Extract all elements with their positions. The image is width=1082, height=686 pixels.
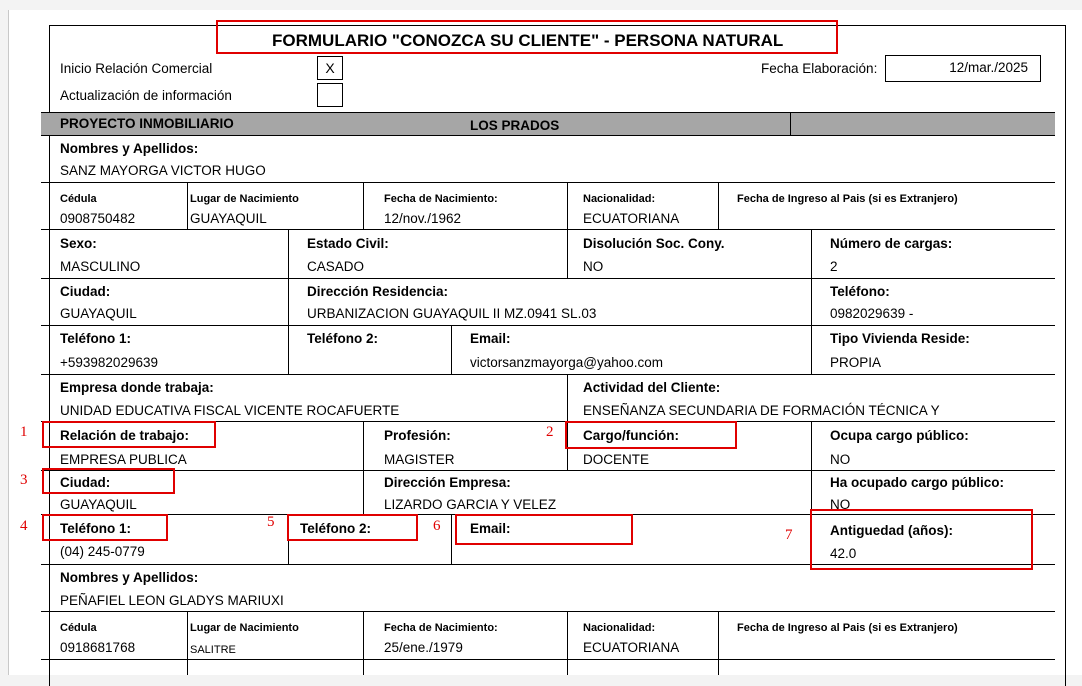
p2-fnac-value: 25/ene./1979	[384, 640, 463, 655]
p1-disol-value: NO	[583, 259, 604, 274]
p1-sexo-value: MASCULINO	[60, 259, 141, 274]
annotation-box-title	[216, 20, 838, 54]
p2-nac-label: Nacionalidad:	[583, 622, 656, 634]
fecha-elaboracion-field[interactable]	[885, 55, 1041, 82]
annotation-box-telefono1	[42, 514, 168, 541]
p1-hapublico-label: Ha ocupado cargo público:	[830, 475, 1005, 490]
p1-diremp-value: LIZARDO GARCIA Y VELEZ	[384, 497, 557, 512]
p1-actividad-label: Actividad del Cliente:	[583, 380, 721, 395]
p1-disol-label: Disolución Soc. Cony.	[583, 236, 725, 251]
p1-fnac-value: 12/nov./1962	[384, 211, 462, 226]
p1-tel-value: 0982029639 -	[830, 306, 914, 321]
p1-ciudad2-label: Ciudad:	[60, 475, 111, 490]
annotation-box-email	[455, 514, 633, 545]
p1-actividad-value: ENSEÑANZA SECUNDARIA DE FORMACIÓN TÉCNICA Y	[583, 403, 940, 418]
p1-publico-value: NO	[830, 452, 851, 467]
p1-email-value: victorsanzmayorga@yahoo.com	[470, 355, 664, 370]
p1-relacion-label: Relación de trabajo:	[60, 428, 190, 443]
p1-diremp-label: Dirección Empresa:	[384, 475, 511, 490]
p1-civil-label: Estado Civil:	[307, 236, 389, 251]
annotation-number-6: 6	[433, 518, 441, 534]
p1-cedula-value: 0908750482	[60, 211, 136, 226]
p1-publico-label: Ocupa cargo público:	[830, 428, 969, 443]
p1-tel1-label: Teléfono 1:	[60, 331, 132, 346]
annotation-box-ciudad	[42, 468, 175, 494]
inicio-label: Inicio Relación Comercial	[60, 61, 213, 76]
p2-lugar-value: SALITRE	[190, 644, 236, 656]
proyecto-value: LOS PRADOS	[470, 118, 560, 133]
p1-cargo-label: Cargo/función:	[583, 428, 679, 443]
inicio-checkbox[interactable]	[317, 56, 343, 80]
p1-tel2-label: Teléfono 2:	[307, 331, 379, 346]
fecha-elaboracion-label: Fecha Elaboración:	[761, 61, 878, 76]
p2-cedula-label: Cédula	[60, 622, 97, 634]
p2-cedula-value: 0918681768	[60, 640, 136, 655]
inicio-check-mark: X	[325, 60, 335, 76]
p2-lugar-label: Lugar de Nacimiento	[190, 622, 299, 634]
p1-tel1-value: +593982029639	[60, 355, 158, 370]
p1-antig-label: Antiguedad (años):	[830, 523, 953, 538]
p1-cargas-label: Número de cargas:	[830, 236, 953, 251]
p1-tel2b-label: Teléfono 2:	[300, 521, 372, 536]
p1-tel1b-label: Teléfono 1:	[60, 521, 132, 536]
p1-ciudad-value: GUAYAQUIL	[60, 306, 137, 321]
p1-profesion-label: Profesión:	[384, 428, 451, 443]
p1-empresa-label: Empresa donde trabaja:	[60, 380, 214, 395]
proyecto-label: PROYECTO INMOBILIARIO	[60, 116, 234, 131]
p1-nac-value: ECUATORIANA	[583, 211, 680, 226]
p1-lugar-label: Lugar de Nacimiento	[190, 193, 299, 205]
annotation-number-4: 4	[20, 518, 28, 534]
annotation-box-relacion	[42, 421, 216, 448]
actualizacion-checkbox[interactable]	[317, 83, 343, 107]
p1-fingreso-label: Fecha de Ingreso al Pais (si es Extranjero)	[737, 193, 958, 205]
p1-profesion-value: MAGISTER	[384, 452, 455, 467]
p2-fnac-label: Fecha de Nacimiento:	[384, 622, 498, 634]
p1-vivienda-label: Tipo Vivienda Reside:	[830, 331, 970, 346]
annotation-number-7: 7	[785, 527, 793, 543]
annotation-number-2: 2	[546, 424, 554, 440]
fecha-elaboracion-value: 12/mar./2025	[949, 60, 1028, 75]
p1-nac-label: Nacionalidad:	[583, 193, 656, 205]
p1-ciudad2-value: GUAYAQUIL	[60, 497, 137, 512]
annotation-box-antiguedad	[810, 509, 1033, 570]
p1-antig-value: 42.0	[830, 546, 857, 561]
p1-relacion-value: EMPRESA PUBLICA	[60, 452, 187, 467]
annotation-number-1: 1	[20, 424, 28, 440]
annotation-number-5: 5	[267, 514, 275, 530]
annotation-number-3: 3	[20, 472, 28, 488]
annotation-box-telefono2	[287, 514, 418, 541]
annotation-box-cargo	[565, 421, 737, 449]
p1-dir-value: URBANIZACION GUAYAQUIL II MZ.0941 SL.03	[307, 306, 597, 321]
p1-dir-label: Dirección Residencia:	[307, 284, 449, 299]
form-title: FORMULARIO "CONOZCA SU CLIENTE" - PERSONA NATURAL	[272, 31, 784, 50]
p1-tel1b-value: (04) 245-0779	[60, 544, 145, 559]
p1-email-label: Email:	[470, 331, 511, 346]
actualizacion-label: Actualización de información	[60, 88, 232, 103]
p1-hapublico-value: NO	[830, 497, 851, 512]
p1-nombres-value: SANZ MAYORGA VICTOR HUGO	[60, 163, 266, 178]
p1-fnac-label: Fecha de Nacimiento:	[384, 193, 498, 205]
p2-fingreso-label: Fecha de Ingreso al Pais (si es Extranjero)	[737, 622, 958, 634]
p2-nac-value: ECUATORIANA	[583, 640, 680, 655]
p1-cedula-label: Cédula	[60, 193, 97, 205]
p1-lugar-value: GUAYAQUIL	[190, 211, 267, 226]
p2-nombres-label: Nombres y Apellidos:	[60, 570, 199, 585]
p1-nombres-label: Nombres y Apellidos:	[60, 141, 199, 156]
p1-ciudad-label: Ciudad:	[60, 284, 111, 299]
p1-civil-value: CASADO	[307, 259, 365, 274]
p1-email2-label: Email:	[470, 521, 511, 536]
p1-tel-label: Teléfono:	[830, 284, 890, 299]
p1-cargo-value: DOCENTE	[583, 452, 650, 467]
p1-sexo-label: Sexo:	[60, 236, 97, 251]
p1-vivienda-value: PROPIA	[830, 355, 882, 370]
p2-nombres-value: PEÑAFIEL LEON GLADYS MARIUXI	[60, 593, 284, 608]
p1-empresa-value: UNIDAD EDUCATIVA FISCAL VICENTE ROCAFUERTE	[60, 403, 400, 418]
p1-cargas-value: 2	[830, 259, 838, 274]
